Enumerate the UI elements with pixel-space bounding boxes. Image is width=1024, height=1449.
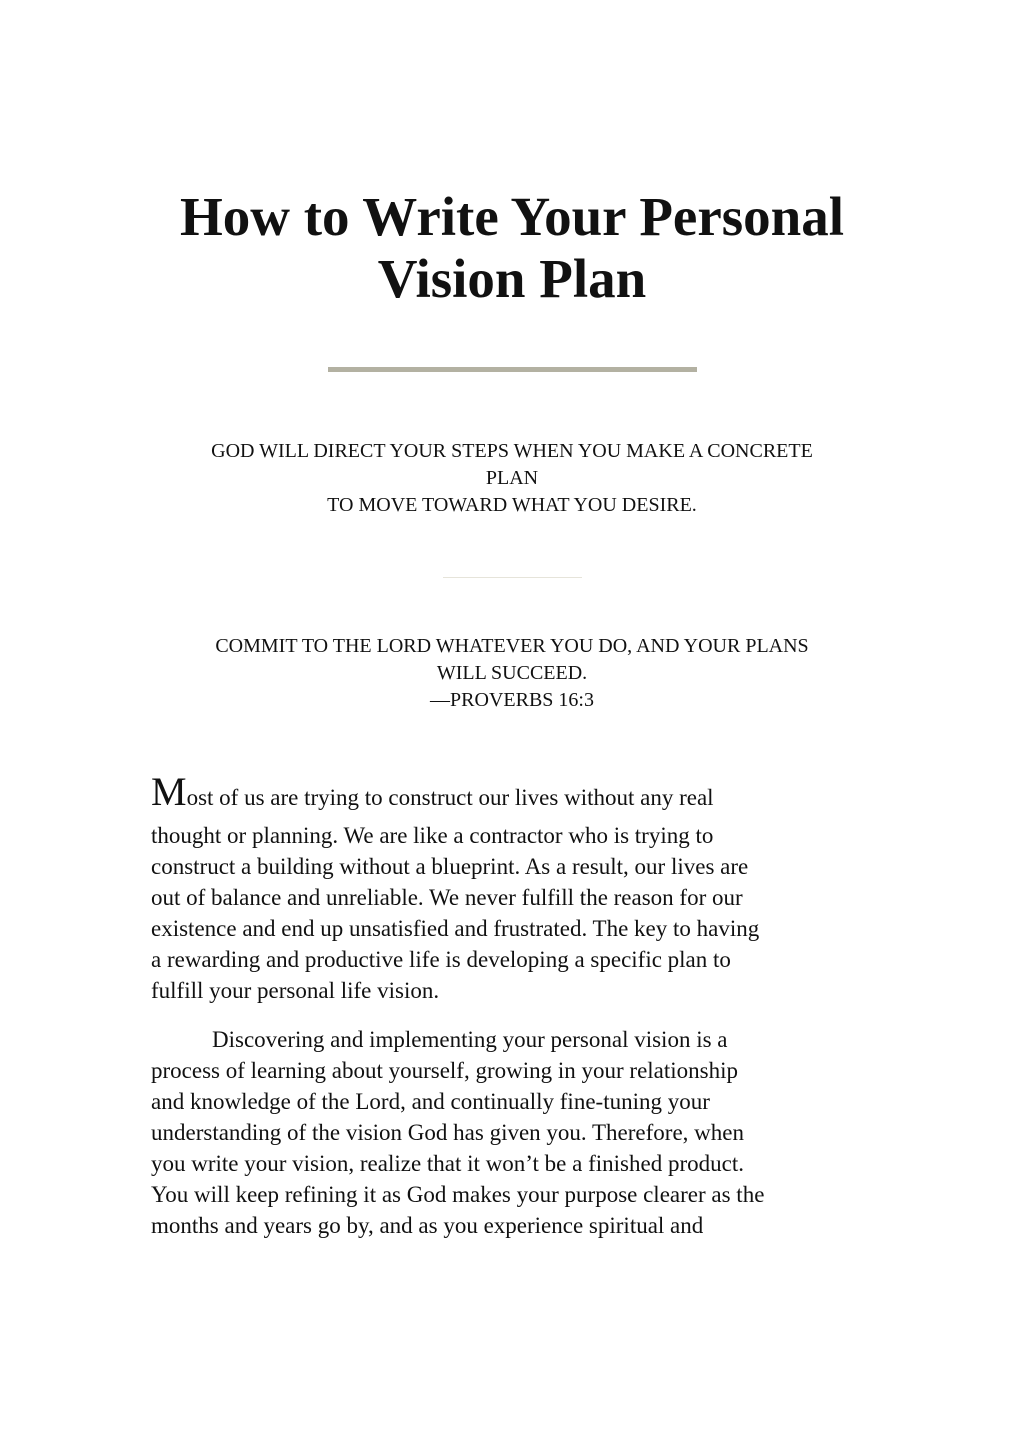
paragraph-2-line: understanding of the vision God has given you. Therefore, when xyxy=(151,1120,744,1145)
paragraph-1-first-line xyxy=(151,769,875,820)
subtitle-line-2: PLAN xyxy=(485,467,539,489)
title-line-2: Vision Plan xyxy=(377,248,647,309)
paragraph-2-line: and knowledge of the Lord, and continually fine-tuning your xyxy=(151,1089,710,1114)
paragraph-1-line: existence and end up unsatisfied and frustrated. The key to having xyxy=(151,916,760,941)
subtitle-line-3: TO MOVE TOWARD WHAT YOU DESIRE. xyxy=(327,494,697,516)
paragraph-2-line: you write your vision, realize that it won’t be a finished product. xyxy=(151,1151,744,1176)
paragraph-1-line: out of balance and unreliable. We never fulfill the reason for our xyxy=(151,885,743,910)
body-paragraph-2 xyxy=(151,1024,875,1241)
subtitle xyxy=(140,438,884,519)
paragraph-1-line: a rewarding and productive life is developing a specific plan to xyxy=(151,947,731,972)
scripture-quote xyxy=(140,633,884,714)
scripture-line-1: COMMIT TO THE LORD WHATEVER YOU DO, AND YOUR PLANS xyxy=(215,635,809,657)
paragraph-1-line: thought or planning. We are like a contractor who is trying to xyxy=(151,823,714,848)
title-divider xyxy=(328,367,697,372)
paragraph-1-first-line-text: ost of us are trying to construct our lives without any real xyxy=(186,785,714,810)
subtitle-line-1: GOD WILL DIRECT YOUR STEPS WHEN YOU MAKE A CONCRETE xyxy=(211,440,813,462)
section-divider xyxy=(443,577,582,578)
paragraph-2-line: Discovering and implementing your personal vision is a xyxy=(212,1027,728,1052)
page-title xyxy=(0,186,1024,310)
paragraph-2-line: process of learning about yourself, growing in your relationship xyxy=(151,1058,739,1083)
paragraph-2-line: You will keep refining it as God makes your purpose clearer as the xyxy=(151,1182,765,1207)
drop-cap: M xyxy=(151,769,187,814)
scripture-line-2: WILL SUCCEED. xyxy=(436,662,588,684)
paragraph-2-line: months and years go by, and as you experience spiritual and xyxy=(151,1213,704,1238)
title-line-1: How to Write Your Personal xyxy=(179,186,845,247)
body-paragraph-1 xyxy=(151,769,875,1006)
paragraph-1-line: fulfill your personal life vision. xyxy=(151,978,440,1003)
scripture-citation: —PROVERBS 16:3 xyxy=(430,689,594,711)
paragraph-1-line: construct a building without a blueprint. As a result, our lives are xyxy=(151,854,749,879)
